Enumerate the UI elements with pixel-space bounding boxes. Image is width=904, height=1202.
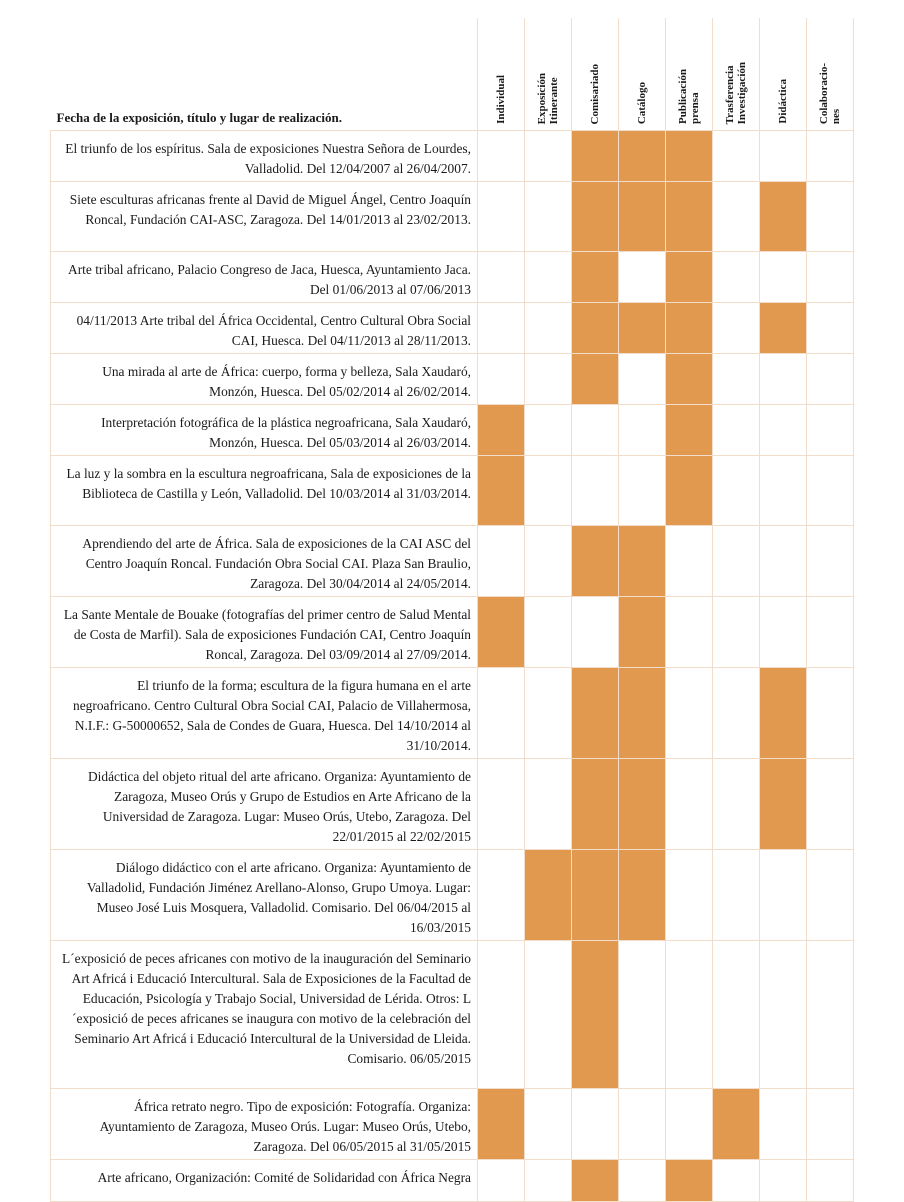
table-row bbox=[51, 456, 854, 526]
flag-cell-empty bbox=[807, 303, 854, 354]
flag-cell-empty bbox=[666, 850, 713, 941]
flag-cell-empty bbox=[525, 303, 572, 354]
column-header bbox=[525, 18, 572, 131]
header-row bbox=[51, 18, 854, 131]
column-header bbox=[666, 18, 713, 131]
flag-cell-filled bbox=[572, 526, 619, 597]
flag-cell-filled bbox=[666, 303, 713, 354]
flag-cell-empty bbox=[666, 668, 713, 759]
flag-cell-empty bbox=[807, 526, 854, 597]
flag-cell-empty bbox=[760, 850, 807, 941]
flag-cell-filled bbox=[666, 456, 713, 526]
column-header-label: Exposición Itinerante bbox=[536, 72, 560, 124]
flag-cell-empty bbox=[807, 182, 854, 252]
flag-cell-filled bbox=[666, 252, 713, 303]
flag-cell-filled bbox=[666, 405, 713, 456]
flag-cell-empty bbox=[760, 941, 807, 1089]
flag-cell-empty bbox=[760, 597, 807, 668]
table-row bbox=[51, 941, 854, 1089]
flag-cell-filled bbox=[666, 182, 713, 252]
flag-cell-empty bbox=[807, 131, 854, 182]
flag-cell-empty bbox=[807, 850, 854, 941]
flag-cell-empty bbox=[525, 597, 572, 668]
column-header bbox=[619, 18, 666, 131]
flag-cell-filled bbox=[619, 526, 666, 597]
flag-cell-filled bbox=[478, 597, 525, 668]
flag-cell-empty bbox=[525, 1089, 572, 1160]
flag-cell-empty bbox=[713, 941, 760, 1089]
exhibition-description: Arte tribal africano, Palacio Congreso de Jaca, Huesca, Ayuntamiento Jaca. Del 01/06/2013 al 07/06/2013 bbox=[51, 252, 478, 303]
table-row bbox=[51, 182, 854, 252]
flag-cell-empty bbox=[807, 1160, 854, 1202]
flag-cell-filled bbox=[525, 850, 572, 941]
flag-cell-empty bbox=[760, 354, 807, 405]
flag-cell-filled bbox=[760, 182, 807, 252]
flag-cell-filled bbox=[760, 759, 807, 850]
column-header-label: Individual bbox=[495, 75, 507, 124]
exhibition-description: Siete esculturas africanas frente al David de Miguel Ángel, Centro Joaquín Roncal, Fundación CAI-ASC, Zaragoza. Del 14/01/2013 al 23/02/2013. bbox=[51, 182, 478, 252]
column-header bbox=[807, 18, 854, 131]
exhibition-description: África retrato negro. Tipo de exposición: Fotografía. Organiza: Ayuntamiento de Zaragoza, Museo Orús. Lugar: Museo Orús, Utebo, Zaragoza. Del 06/05/2015 al 31/05/2015 bbox=[51, 1089, 478, 1160]
flag-cell-empty bbox=[666, 597, 713, 668]
flag-cell-empty bbox=[619, 354, 666, 405]
exhibition-description: La luz y la sombra en la escultura negroafricana, Sala de exposiciones de la Biblioteca de Castilla y León, Valladolid. Del 10/03/2014 al 31/03/2014. bbox=[51, 456, 478, 526]
flag-cell-empty bbox=[525, 456, 572, 526]
flag-cell-empty bbox=[807, 456, 854, 526]
flag-cell-empty bbox=[760, 131, 807, 182]
flag-cell-filled bbox=[713, 1089, 760, 1160]
flag-cell-empty bbox=[760, 252, 807, 303]
flag-cell-empty bbox=[478, 182, 525, 252]
table-row bbox=[51, 252, 854, 303]
flag-cell-empty bbox=[525, 182, 572, 252]
flag-cell-empty bbox=[525, 131, 572, 182]
table-row bbox=[51, 850, 854, 941]
exhibition-description: Didáctica del objeto ritual del arte africano. Organiza: Ayuntamiento de Zaragoza, Museo Orús y Grupo de Estudios en Arte Africano de la Universidad de Zaragoza. Lugar: Museo Orús, Utebo, Zaragoza. Del 22/01/2015 al 22/02/2015 bbox=[51, 759, 478, 850]
exhibition-description: El triunfo de los espíritus. Sala de exposiciones Nuestra Señora de Lourdes, Valladolid. Del 12/04/2007 al 26/04/2007. bbox=[51, 131, 478, 182]
flag-cell-empty bbox=[713, 354, 760, 405]
flag-cell-empty bbox=[713, 182, 760, 252]
table-row bbox=[51, 354, 854, 405]
exhibition-description: L´exposició de peces africanes con motivo de la inauguración del Seminario Art Africá i Educació Intercultural. Sala de Exposiciones de la Facultad de Educación, Psicología y Trabajo Social, Universidad de Lérida. Otros: L´exposició de peces africanes se inaugura con motivo de la celebración del Seminario Art Africá i Educació Intercultural de la Universidad de Lleida. Comisario. 06/05/2015 bbox=[51, 941, 478, 1089]
flag-cell-empty bbox=[807, 941, 854, 1089]
flag-cell-empty bbox=[525, 941, 572, 1089]
flag-cell-empty bbox=[619, 405, 666, 456]
flag-cell-filled bbox=[572, 668, 619, 759]
column-header-label: Comisariado bbox=[589, 63, 601, 124]
column-header-label: Didáctica bbox=[777, 79, 789, 124]
flag-cell-empty bbox=[807, 354, 854, 405]
flag-cell-filled bbox=[572, 303, 619, 354]
exhibition-description: Una mirada al arte de África: cuerpo, forma y belleza, Sala Xaudaró, Monzón, Huesca. Del 05/02/2014 al 26/02/2014. bbox=[51, 354, 478, 405]
flag-cell-empty bbox=[807, 759, 854, 850]
table-row bbox=[51, 405, 854, 456]
column-header-label: Trasferencia Investigación bbox=[724, 61, 748, 124]
flag-cell-empty bbox=[713, 526, 760, 597]
flag-cell-filled bbox=[619, 759, 666, 850]
flag-cell-filled bbox=[572, 1160, 619, 1202]
table-row bbox=[51, 526, 854, 597]
flag-cell-empty bbox=[713, 252, 760, 303]
flag-cell-empty bbox=[619, 941, 666, 1089]
flag-cell-filled bbox=[572, 941, 619, 1089]
flag-cell-empty bbox=[478, 252, 525, 303]
flag-cell-empty bbox=[478, 1160, 525, 1202]
exhibitions-table bbox=[50, 18, 854, 1202]
flag-cell-filled bbox=[666, 354, 713, 405]
flag-cell-empty bbox=[478, 354, 525, 405]
column-header-label: Colaboracio- nes bbox=[818, 62, 842, 124]
table-row bbox=[51, 131, 854, 182]
flag-cell-filled bbox=[572, 131, 619, 182]
flag-cell-filled bbox=[478, 405, 525, 456]
flag-cell-filled bbox=[619, 131, 666, 182]
flag-cell-filled bbox=[760, 303, 807, 354]
table-row bbox=[51, 303, 854, 354]
flag-cell-empty bbox=[666, 759, 713, 850]
table-title: Fecha de la exposición, título y lugar de realización. bbox=[56, 110, 343, 125]
flag-cell-empty bbox=[807, 252, 854, 303]
flag-cell-empty bbox=[619, 1160, 666, 1202]
flag-cell-empty bbox=[478, 668, 525, 759]
flag-cell-empty bbox=[619, 252, 666, 303]
flag-cell-empty bbox=[807, 668, 854, 759]
flag-cell-empty bbox=[713, 597, 760, 668]
column-header bbox=[572, 18, 619, 131]
table-row bbox=[51, 597, 854, 668]
flag-cell-empty bbox=[478, 131, 525, 182]
flag-cell-empty bbox=[713, 131, 760, 182]
flag-cell-empty bbox=[666, 1089, 713, 1160]
flag-cell-empty bbox=[760, 456, 807, 526]
flag-cell-empty bbox=[619, 1089, 666, 1160]
flag-cell-empty bbox=[572, 405, 619, 456]
flag-cell-filled bbox=[666, 131, 713, 182]
table-row bbox=[51, 1160, 854, 1202]
table-row bbox=[51, 759, 854, 850]
flag-cell-empty bbox=[525, 1160, 572, 1202]
flag-cell-empty bbox=[713, 405, 760, 456]
flag-cell-empty bbox=[807, 597, 854, 668]
flag-cell-empty bbox=[666, 526, 713, 597]
flag-cell-filled bbox=[572, 252, 619, 303]
exhibition-description: La Sante Mentale de Bouake (fotografías del primer centro de Salud Mental de Costa de Marfil). Sala de exposiciones Fundación CAI, Centro Joaquín Roncal, Zaragoza. Del 03/09/2014 al 27/09/2014. bbox=[51, 597, 478, 668]
flag-cell-empty bbox=[666, 941, 713, 1089]
flag-cell-empty bbox=[713, 303, 760, 354]
flag-cell-filled bbox=[619, 668, 666, 759]
flag-cell-empty bbox=[713, 850, 760, 941]
flag-cell-empty bbox=[713, 668, 760, 759]
exhibition-description: 04/11/2013 Arte tribal del África Occidental, Centro Cultural Obra Social CAI, Huesca. Del 04/11/2013 al 28/11/2013. bbox=[51, 303, 478, 354]
flag-cell-empty bbox=[713, 759, 760, 850]
column-header bbox=[760, 18, 807, 131]
flag-cell-filled bbox=[760, 668, 807, 759]
column-header bbox=[713, 18, 760, 131]
flag-cell-empty bbox=[525, 354, 572, 405]
flag-cell-filled bbox=[619, 597, 666, 668]
flag-cell-filled bbox=[478, 456, 525, 526]
exhibition-description: El triunfo de la forma; escultura de la figura humana en el arte negroafricano. Centro Cultural Obra Social CAI, Palacio de Villahermosa, N.I.F.: G-50000652, Sala de Condes de Guara, Huesca. Del 14/10/2014 al 31/10/2014. bbox=[51, 668, 478, 759]
flag-cell-empty bbox=[760, 1160, 807, 1202]
flag-cell-empty bbox=[713, 456, 760, 526]
column-header-label: Catálogo bbox=[636, 81, 648, 124]
flag-cell-filled bbox=[572, 850, 619, 941]
table-row bbox=[51, 1089, 854, 1160]
flag-cell-empty bbox=[478, 941, 525, 1089]
flag-cell-empty bbox=[572, 1089, 619, 1160]
flag-cell-empty bbox=[760, 1089, 807, 1160]
flag-cell-empty bbox=[760, 526, 807, 597]
flag-cell-empty bbox=[478, 526, 525, 597]
flag-cell-filled bbox=[572, 354, 619, 405]
flag-cell-filled bbox=[619, 850, 666, 941]
flag-cell-empty bbox=[478, 303, 525, 354]
flag-cell-empty bbox=[619, 456, 666, 526]
flag-cell-empty bbox=[572, 597, 619, 668]
exhibition-description: Arte africano, Organización: Comité de Solidaridad con África Negra bbox=[51, 1160, 478, 1202]
flag-cell-empty bbox=[525, 759, 572, 850]
flag-cell-empty bbox=[478, 850, 525, 941]
flag-cell-filled bbox=[572, 759, 619, 850]
flag-cell-empty bbox=[807, 405, 854, 456]
exhibition-description: Aprendiendo del arte de África. Sala de exposiciones de la CAI ASC del Centro Joaquín Roncal. Fundación Obra Social CAI. Plaza San Braulio, Zaragoza. Del 30/04/2014 al 24/05/2014. bbox=[51, 526, 478, 597]
flag-cell-empty bbox=[525, 405, 572, 456]
flag-cell-filled bbox=[478, 1089, 525, 1160]
flag-cell-empty bbox=[525, 668, 572, 759]
exhibition-description: Diálogo didáctico con el arte africano. Organiza: Ayuntamiento de Valladolid, Fundación Jiménez Arellano-Alonso, Grupo Umoya. Lugar: Museo José Luis Mosquera, Valladolid. Comisario. Del 06/04/2015 al 16/03/2015 bbox=[51, 850, 478, 941]
flag-cell-filled bbox=[619, 303, 666, 354]
flag-cell-filled bbox=[619, 182, 666, 252]
flag-cell-empty bbox=[478, 759, 525, 850]
exhibition-description: Interpretación fotográfica de la plástica negroafricana, Sala Xaudaró, Monzón, Huesca. Del 05/03/2014 al 26/03/2014. bbox=[51, 405, 478, 456]
flag-cell-empty bbox=[713, 1160, 760, 1202]
flag-cell-empty bbox=[572, 456, 619, 526]
table-row bbox=[51, 668, 854, 759]
flag-cell-empty bbox=[807, 1089, 854, 1160]
column-header bbox=[478, 18, 525, 131]
flag-cell-filled bbox=[572, 182, 619, 252]
flag-cell-empty bbox=[760, 405, 807, 456]
flag-cell-empty bbox=[525, 252, 572, 303]
column-header-label: Publicación prensa bbox=[677, 68, 701, 124]
flag-cell-filled bbox=[666, 1160, 713, 1202]
flag-cell-empty bbox=[525, 526, 572, 597]
